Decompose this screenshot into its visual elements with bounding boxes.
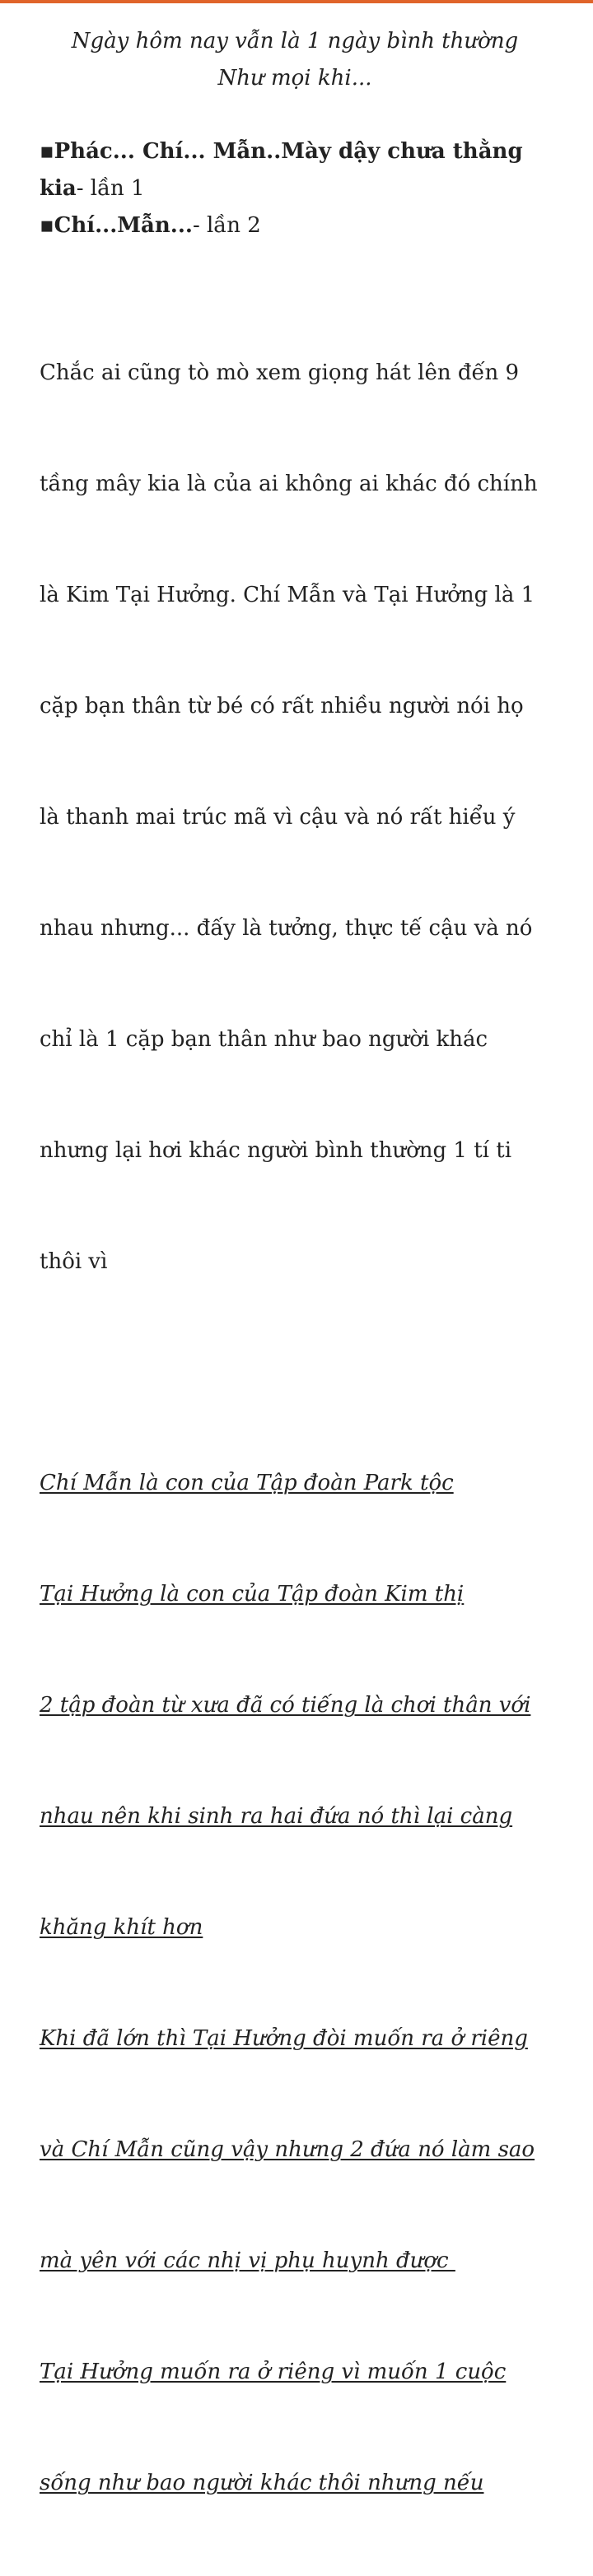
call-1-tail-text: - lần 1	[76, 176, 145, 201]
italic-line: sống như bao người khác thôi nhưng nếu	[40, 2471, 484, 2495]
paragraph-line: tầng mây kia là của ai không ai khác đó chính	[40, 472, 538, 496]
paragraph-line: là Kim Tại Hưởng. Chí Mẫn và Tại Hưởng là 1	[40, 583, 535, 607]
italic-line: Tại Hưởng muốn ra ở riêng vì muốn 1 cuộc	[40, 2360, 507, 2384]
call-line-2	[40, 207, 558, 244]
paragraph-line: thôi vì	[40, 1249, 108, 1274]
narrative-paragraph	[40, 281, 558, 1355]
paragraph-line: là thanh mai trúc mã vì cậu và nó rất hiểu ý	[40, 805, 516, 830]
italic-line: khăng khít hơn	[40, 1915, 203, 1940]
call-2-bold-text: ▪Chí...Mẫn...	[40, 213, 193, 238]
call-line-1	[40, 133, 558, 207]
paragraph-line: chỉ là 1 cặp bạn thân như bao người khác	[40, 1027, 488, 1052]
paragraph-line: Chắc ai cũng tò mò xem giọng hát lên đến 9	[40, 360, 520, 385]
call-2-tail-text: - lần 2	[192, 213, 261, 238]
intro-line-1: Ngày hôm nay vẫn là 1 ngày bình thường	[71, 29, 519, 53]
paragraph-line: nhau nhưng... đấy là tưởng, thực tế cậu và nó	[40, 916, 533, 941]
story-content	[40, 23, 558, 2576]
spacer	[40, 1355, 558, 1391]
italic-line: Tại Hưởng là con của Tập đoàn Kim thị	[40, 1582, 465, 1607]
italic-line: Chí Mẫn là con của Tập đoàn Park tộc	[40, 1471, 454, 1495]
italic-line: mà yên với các nhị vị phụ huynh được	[40, 2248, 455, 2273]
spacer	[40, 97, 558, 133]
spacer	[40, 244, 558, 281]
paragraph-line: nhưng lại hơi khác người bình thường 1 tí ti	[40, 1138, 512, 1163]
top-accent-bar	[0, 0, 593, 3]
paragraph-line: cặp bạn thân từ bé có rất nhiều người nói họ	[40, 694, 524, 718]
italic-line: và Chí Mẫn cũng vậy nhưng 2 đứa nó làm sao	[40, 2137, 535, 2162]
italic-line: nhau nên khi sinh ra hai đứa nó thì lại càng	[40, 1804, 513, 1829]
italic-line: Khi đã lớn thì Tại Hưởng đòi muốn ra ở riêng	[40, 2026, 528, 2051]
italic-line: 2 tập đoàn từ xưa đã có tiếng là chơi thân với	[40, 1693, 531, 1718]
underlined-italic-block	[40, 1391, 558, 2576]
call-1-bold-text: ▪Phác... Chí... Mẫn..Mày dậy chưa thằng kia	[40, 139, 530, 201]
intro-line-2: Như mọi khi...	[217, 66, 372, 91]
